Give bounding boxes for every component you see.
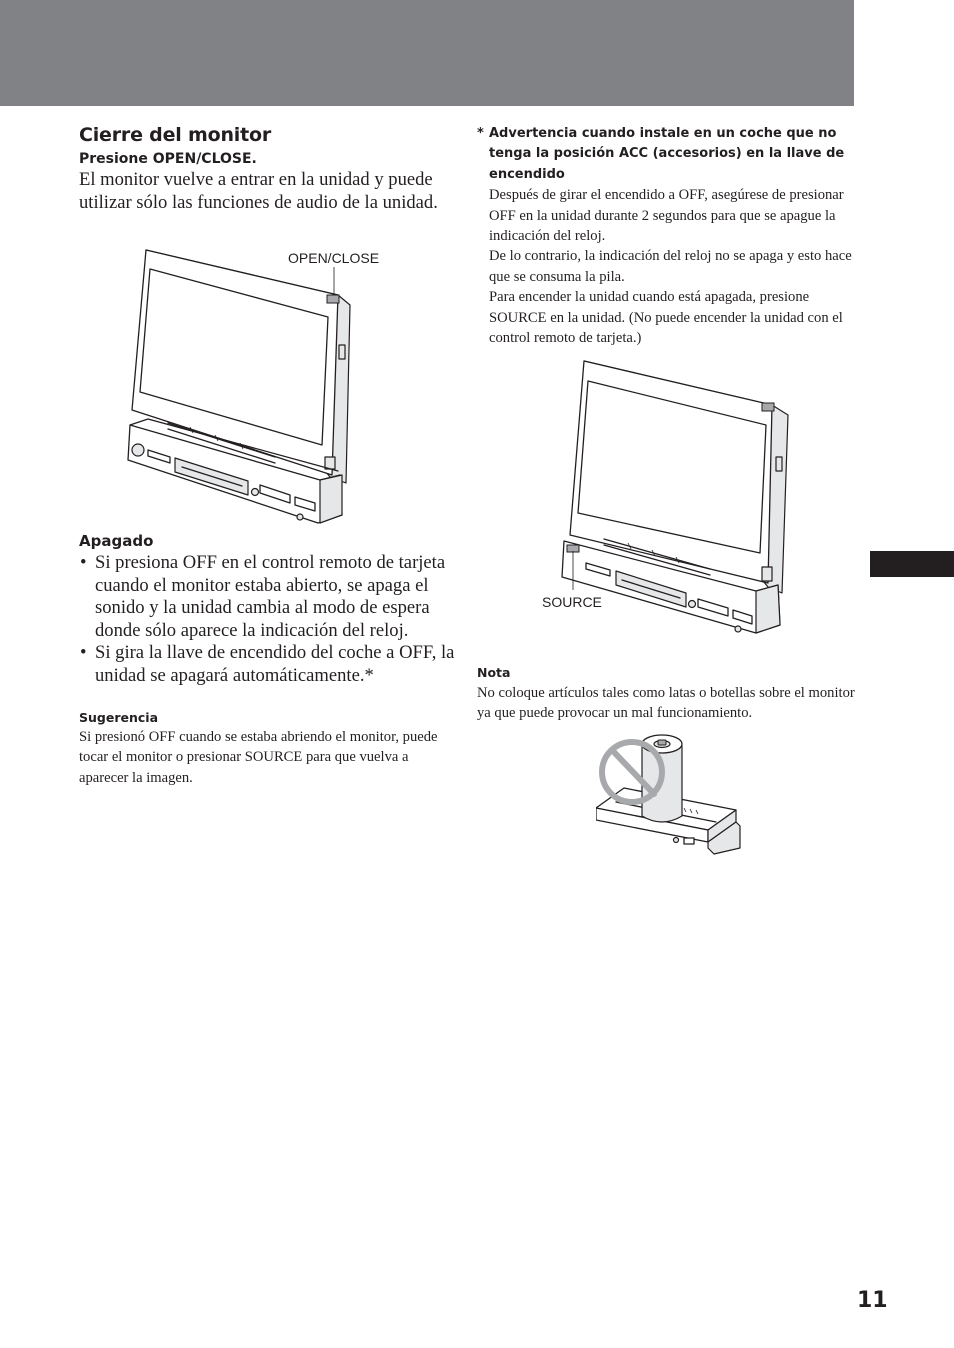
note-block xyxy=(477,664,857,724)
step-instruction: Presione OPEN/CLOSE. xyxy=(79,151,257,167)
warning-title: Advertencia cuando instale en un coche que no tenga la posición ACC (accesorios) en la llave de encendido xyxy=(489,126,845,182)
header-band xyxy=(0,0,854,106)
note-text: No coloque artículos tales como latas o botellas sobre el monitor ya que puede provocar un mal funcionamiento. xyxy=(477,685,855,722)
callout-open-close: OPEN/CLOSE xyxy=(288,250,380,266)
bullet-marker: • xyxy=(80,552,87,573)
page-number: 11 xyxy=(857,1288,888,1313)
figure-unit-open-close xyxy=(120,245,390,530)
bullet-marker: • xyxy=(80,642,87,663)
list-item-text: Si presiona OFF en el control remoto de tarjeta cuando el monitor estaba abierto, se apaga el sonido y la unidad cambia al modo de espera donde sólo aparece la indicación del reloj. xyxy=(95,552,446,641)
right-column xyxy=(477,124,857,348)
section-tab-marker xyxy=(870,551,954,577)
note-title: Nota xyxy=(477,665,511,680)
left-column xyxy=(79,123,459,214)
figure-no-cans xyxy=(596,730,746,858)
left-column-lower xyxy=(79,531,459,788)
unit-illustration-open xyxy=(120,245,390,530)
tip-text: Si presionó OFF cuando se estaba abriendo el monitor, puede tocar el monitor o presionar SOURCE para que vuelva a aparecer la imagen. xyxy=(79,729,438,786)
warning-paragraph-2: De lo contrario, la indicación del reloj no se apaga y esto hace que se consuma la pila. xyxy=(489,248,852,285)
list-item xyxy=(79,552,459,642)
warning-paragraph-3: Para encender la unidad cuando está apagada, presione SOURCE en la unidad. (No puede encender la unidad con el control remoto de tarjeta.) xyxy=(489,289,843,347)
subsection-title-apagado: Apagado xyxy=(79,532,154,550)
can-on-monitor-illustration xyxy=(596,730,746,858)
callout-source: SOURCE xyxy=(542,594,602,610)
section-title-cierre: Cierre del monitor xyxy=(79,124,271,146)
footnote-marker: * xyxy=(477,126,484,141)
list-item-text: Si gira la llave de encendido del coche a OFF, la unidad se apagará automáticamente.* xyxy=(95,642,455,686)
tip-title: Sugerencia xyxy=(79,710,158,725)
list-item xyxy=(79,642,459,687)
warning-block xyxy=(477,124,857,348)
apagado-list xyxy=(79,552,459,687)
warning-paragraph-1: Después de girar el encendido a OFF, asegúrese de presionar OFF en la unidad durante 2 segundos para que se apague la indicación del reloj. xyxy=(489,187,844,245)
step-description: El monitor vuelve a entrar en la unidad y puede utilizar sólo las funciones de audio de la unidad. xyxy=(79,169,438,213)
figure-unit-source xyxy=(540,355,800,645)
